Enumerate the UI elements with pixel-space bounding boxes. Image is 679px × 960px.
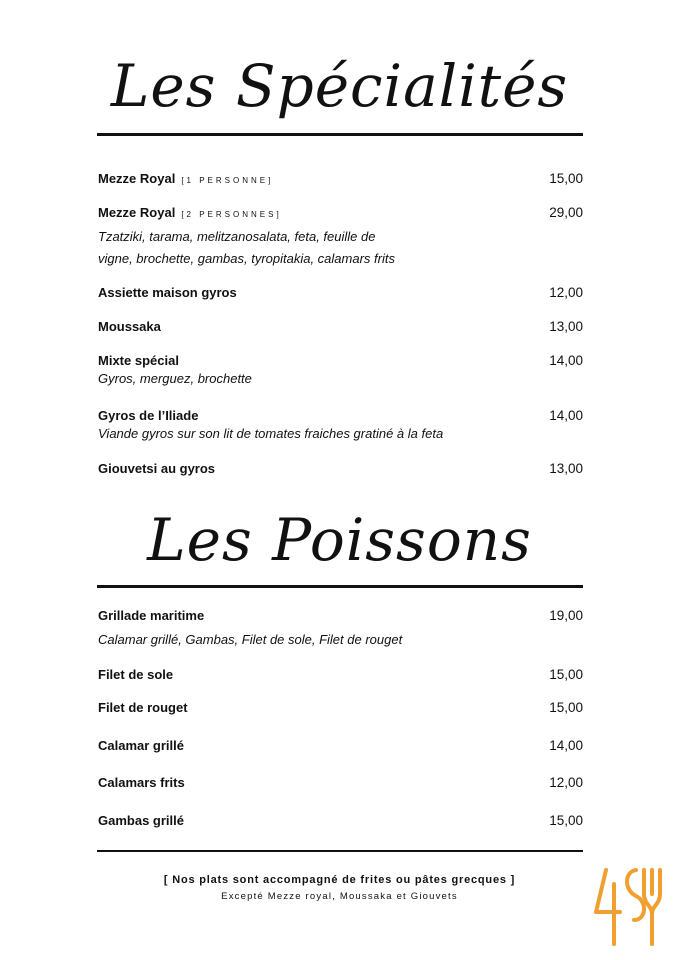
item-price: 19,00 — [549, 608, 583, 623]
item-name: Moussaka — [98, 319, 161, 334]
item-price: 12,00 — [549, 285, 583, 300]
footer-note — [0, 874, 679, 902]
item-name: Assiette maison gyros — [98, 285, 237, 300]
item-name: Filet de sole — [98, 667, 174, 682]
item-price: 15,00 — [549, 667, 583, 682]
divider — [97, 585, 583, 588]
fork-knife-icon — [592, 864, 664, 950]
item-price: 14,00 — [549, 408, 583, 423]
item-description: Gyros, merguez, brochette — [98, 371, 252, 386]
section-title-poissons: Les Poissons — [147, 506, 532, 574]
item-price: 15,00 — [549, 171, 583, 186]
footer-main-text: [ Nos plats sont accompagné de frites ou pâtes grecques ] — [163, 874, 516, 886]
item-name: Gyros de l’Iliade — [98, 408, 199, 423]
menu-item — [98, 738, 583, 753]
divider — [97, 850, 583, 852]
item-description: Tzatziki, tarama, melitzanosalata, feta, feuille de vigne, brochette, gambas, tyropitakia, calamars frits — [98, 229, 395, 266]
item-description: Viande gyros sur son lit de tomates fraiches gratiné à la feta — [98, 426, 444, 441]
item-price: 13,00 — [549, 319, 583, 334]
item-price: 29,00 — [549, 205, 583, 220]
item-name: Calamars frits — [98, 775, 185, 790]
item-description: Calamar grillé, Gambas, Filet de sole, Filet de rouget — [98, 632, 403, 647]
section-title-specialites: Les Spécialités — [110, 52, 569, 120]
item-name: Calamar grillé — [98, 738, 184, 753]
menu-item — [98, 700, 583, 715]
menu-item — [98, 319, 583, 334]
menu-item — [98, 775, 583, 790]
item-name: Filet de rouget — [98, 700, 188, 715]
menu-item — [98, 408, 583, 445]
item-name: Mezze Royal — [98, 205, 176, 220]
item-name: Grillade maritime — [98, 608, 205, 623]
menu-item — [98, 170, 583, 188]
item-qty: [1 PERSONNE] — [181, 176, 274, 185]
item-price: 12,00 — [549, 775, 583, 790]
item-qty: [2 PERSONNES] — [181, 210, 282, 219]
item-price: 15,00 — [549, 700, 583, 715]
item-price: 14,00 — [549, 353, 583, 368]
item-price: 15,00 — [549, 813, 583, 828]
menu-item — [98, 353, 583, 390]
item-name: Mixte spécial — [98, 353, 179, 368]
item-price: 14,00 — [549, 738, 583, 753]
footer-sub-text: Excepté Mezze royal, Moussaka et Giouvets — [221, 891, 458, 902]
menu-item — [98, 204, 583, 270]
menu-item — [98, 461, 583, 476]
divider — [97, 133, 583, 136]
menu-item — [98, 813, 583, 828]
item-price: 13,00 — [549, 461, 583, 476]
item-name: Gambas grillé — [98, 813, 184, 828]
item-name: Giouvetsi au gyros — [98, 461, 216, 476]
item-name: Mezze Royal — [98, 171, 176, 186]
menu-item — [98, 285, 583, 300]
menu-item — [98, 667, 583, 682]
menu-item — [98, 608, 583, 651]
